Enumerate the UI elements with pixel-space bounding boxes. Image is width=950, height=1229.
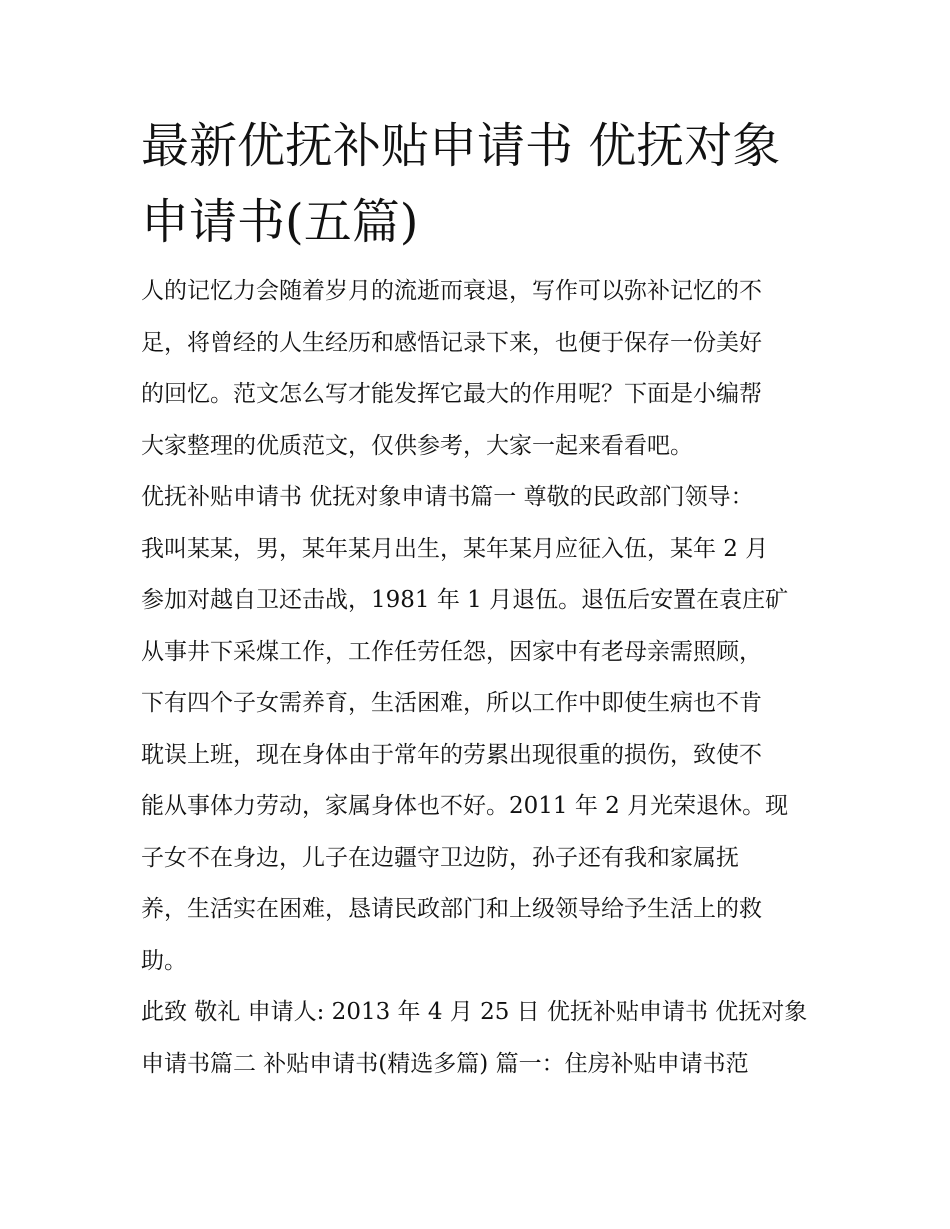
text-line: 人的记忆力会随着岁月的流逝而衰退，写作可以弥补记忆的不	[141, 278, 762, 304]
text-line: 养，生活实在困难，恳请民政部门和上级领导给予生活上的救	[141, 896, 762, 922]
text-line: 耽误上班，现在身体由于常年的劳累出现很重的损伤，致使不	[141, 741, 762, 768]
text-line: 助。	[141, 947, 187, 974]
text-line: 能从事体力劳动，家属身体也不好。2011 年 2 月光荣退休。现	[141, 793, 789, 819]
closing-paragraph	[141, 987, 813, 1090]
text-line: 的回忆。范文怎么写才能发挥它最大的作用呢？下面是小编帮	[141, 381, 762, 407]
text-line: 参加对越自卫还击战，1981 年 1 月退伍。退伍后安置在袁庄矿	[141, 587, 789, 613]
text-line: 优抚补贴申请书 优抚对象申请书篇一 尊敬的民政部门领导：	[141, 484, 754, 510]
document-title	[141, 108, 813, 260]
document-page	[141, 108, 813, 1090]
text-line: 我叫某某，男，某年某月出生，某年某月应征入伍，某年 2 月	[141, 535, 769, 562]
text-line: 下有四个子女需养育，生活困难，所以工作中即使生病也不肯	[141, 690, 762, 716]
text-line: 足，将曾经的人生经历和感悟记录下来，也便于保存一份美好	[141, 329, 762, 356]
text-line: 子女不在身边，儿子在边疆守卫边防，孙子还有我和家属抚	[141, 844, 739, 871]
title-line: 申请书(五篇)	[141, 194, 419, 250]
text-line: 大家整理的优质范文，仅供参考，大家一起来看看吧。	[141, 432, 693, 459]
text-line: 从事井下采煤工作，工作任劳任怨，因家中有老母亲需照顾，	[141, 638, 762, 665]
intro-paragraph	[141, 266, 813, 472]
text-line: 此致 敬礼 申请人: 2013 年 4 月 25 日 优抚补贴申请书 优抚对象	[141, 999, 808, 1025]
application-paragraph	[141, 472, 813, 987]
text-line: 申请书篇二 补贴申请书(精选多篇) 篇一：住房补贴申请书范	[141, 1050, 749, 1077]
title-line: 最新优抚补贴申请书 优抚对象	[141, 118, 781, 174]
